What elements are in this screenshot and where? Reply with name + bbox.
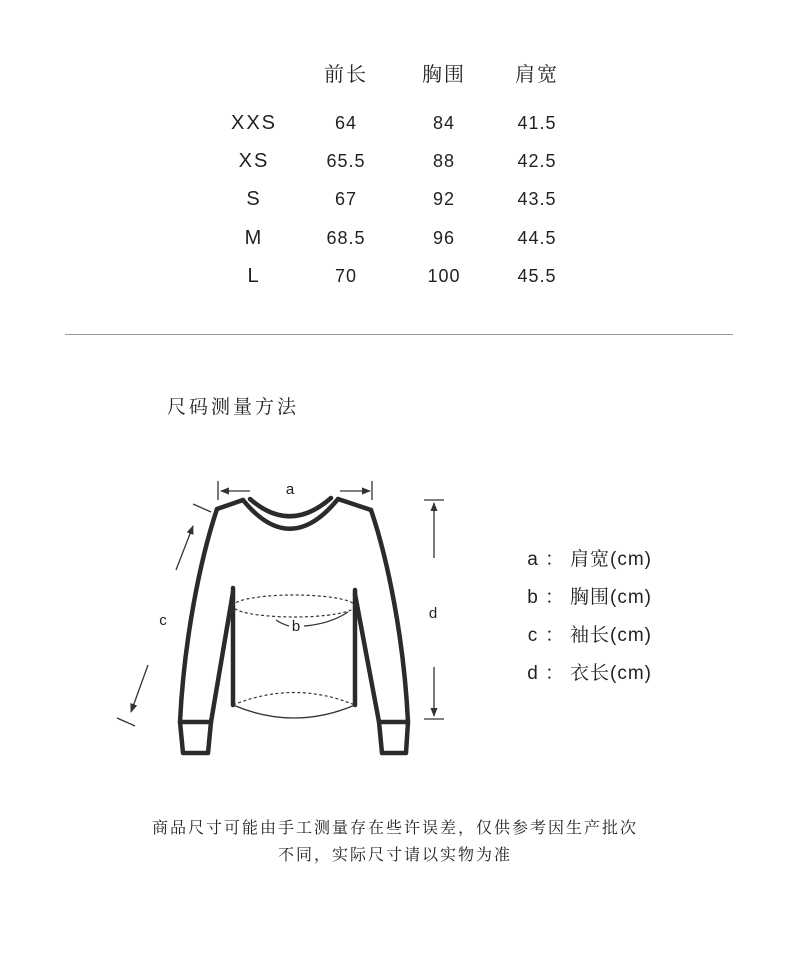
front-length-value: 65.5 — [326, 151, 366, 171]
legend-label: 袖长(cm) — [570, 625, 652, 646]
legend-label: 胸围(cm) — [570, 587, 652, 608]
hem-back-curve — [233, 693, 355, 706]
shoulder-value: 44.5 — [517, 228, 557, 248]
disclaimer-line: 不同，实际尺寸请以实物为准 — [277, 847, 512, 864]
legend-separator: ： — [544, 663, 565, 684]
size-label: L — [247, 265, 261, 287]
legend-key: b — [527, 587, 539, 608]
collar-neck-opening — [250, 498, 331, 516]
header-shoulder: 肩宽 — [515, 64, 559, 86]
label-d: d — [428, 605, 438, 622]
left-cuff — [180, 722, 211, 753]
sleeve-bottom-arrow — [131, 665, 148, 712]
label-b: b — [291, 618, 301, 635]
disclaimer-line: 商品尺寸可能由手工测量存在些许误差，仅供参考因生产批次 — [151, 820, 638, 837]
left-sleeve-inner-line — [211, 592, 233, 722]
section-divider — [65, 334, 733, 335]
front-length-value: 64 — [334, 113, 358, 133]
size-label: S — [246, 188, 262, 210]
chest-value: 100 — [427, 266, 461, 286]
right-shoulder-line — [338, 499, 371, 510]
shoulder-value: 45.5 — [517, 266, 557, 286]
legend-separator: ： — [544, 587, 565, 608]
chest-value: 84 — [432, 113, 456, 133]
header-front-length: 前长 — [324, 64, 368, 86]
legend-item-b — [526, 586, 652, 610]
front-length-value: 67 — [334, 189, 358, 209]
left-sleeve-outer-line — [180, 509, 217, 722]
sweater-measurement-diagram — [100, 470, 460, 770]
shoulder-value: 41.5 — [517, 113, 557, 133]
header-chest: 胸围 — [422, 64, 466, 86]
right-sleeve-outer-line — [371, 510, 408, 722]
legend-key: a — [527, 549, 539, 570]
length-measurement — [424, 500, 444, 719]
measurement-title: 尺码测量方法 — [167, 397, 300, 418]
size-label: XXS — [230, 112, 278, 134]
legend-label: 衣长(cm) — [570, 663, 652, 684]
chest-value: 92 — [432, 189, 456, 209]
legend-key: d — [527, 663, 539, 684]
legend-item-d — [526, 662, 652, 686]
chest-tape-right — [304, 612, 348, 626]
legend-separator: ： — [544, 549, 565, 570]
left-shoulder-line — [217, 500, 243, 509]
chest-tape-left — [276, 620, 289, 626]
hem-front-curve — [233, 705, 355, 718]
size-label: XS — [238, 150, 270, 172]
sleeve-measurement — [117, 504, 211, 726]
label-c: c — [159, 612, 167, 629]
shoulder-value: 43.5 — [517, 189, 557, 209]
chest-measurement — [233, 595, 355, 635]
size-label: M — [244, 227, 264, 249]
front-length-value: 70 — [334, 266, 358, 286]
sleeve-top-tick — [193, 504, 211, 512]
shoulder-value: 42.5 — [517, 151, 557, 171]
sleeve-top-arrow — [176, 526, 193, 570]
chest-ellipse — [233, 595, 355, 617]
shoulder-measurement — [218, 481, 372, 500]
chest-value: 88 — [432, 151, 456, 171]
sleeve-bottom-tick — [117, 718, 135, 726]
chest-value: 96 — [432, 228, 456, 248]
legend-key: c — [527, 625, 539, 646]
legend-item-c — [526, 624, 652, 648]
front-length-value: 68.5 — [326, 228, 366, 248]
legend-item-a — [526, 548, 652, 572]
label-a: a — [285, 481, 295, 498]
right-sleeve-inner-line — [355, 594, 379, 722]
legend-separator: ： — [544, 625, 565, 646]
legend-label: 肩宽(cm) — [570, 549, 652, 570]
right-cuff — [379, 722, 408, 753]
